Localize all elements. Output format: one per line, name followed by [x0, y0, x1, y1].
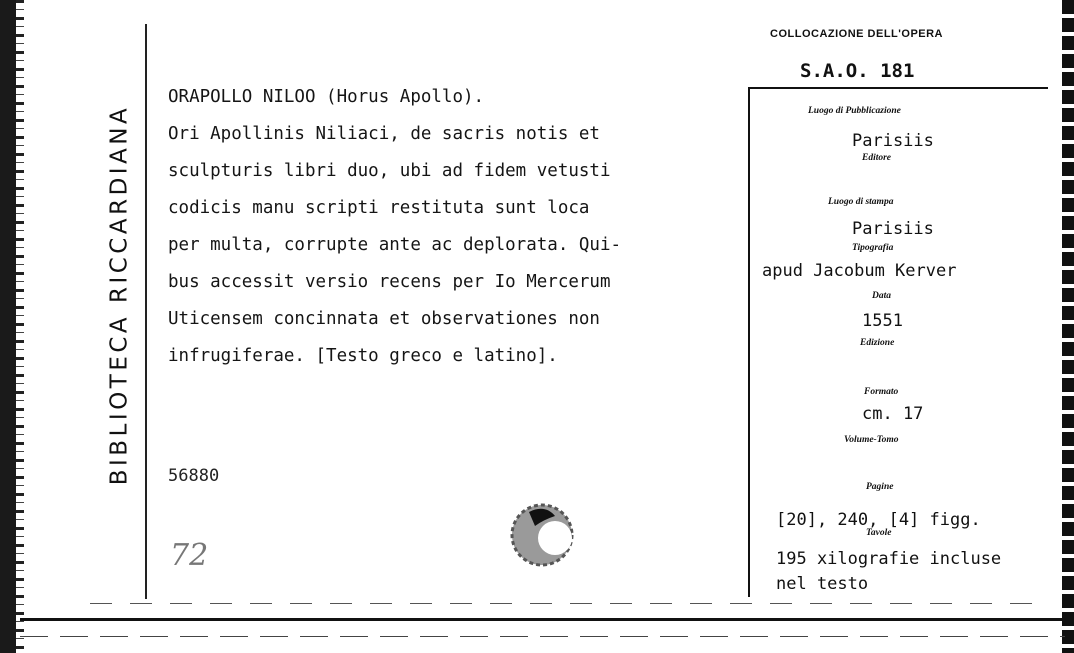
entry-line: infrugiferae. [Testo greco e latino].: [168, 346, 558, 366]
scan-left-edge: [0, 0, 16, 653]
library-name-vertical: [97, 60, 141, 530]
field-label-luogo-pubblicazione: Luogo di Pubblicazione: [808, 106, 901, 116]
field-value-formato: cm. 17: [862, 404, 924, 424]
entry-line: bus accessit versio recens per Io Mercerum: [168, 272, 611, 292]
library-stamp-icon: [507, 500, 577, 570]
card-bottom-dashed-rule: [20, 636, 1065, 637]
field-label-volume: Volume-Tomo: [844, 435, 899, 445]
handwritten-note: 72: [170, 538, 209, 573]
field-label-editore: Editore: [862, 153, 892, 163]
field-label-tavole: Tavole: [866, 528, 892, 538]
entry-line: Uticensem concinnata et observationes non: [168, 309, 600, 329]
field-value-data: 1551: [862, 311, 903, 331]
field-label-luogo-stampa: Luogo di stampa: [828, 197, 894, 207]
library-name: BIBLIOTECA RICCARDIANA: [106, 104, 132, 486]
entry-line: sculpturis libri duo, ubi ad fidem vetusti: [168, 161, 611, 181]
field-label-edizione: Edizione: [860, 338, 895, 348]
field-value-luogo-stampa: Parisiis: [852, 219, 934, 239]
field-value-note-line1: 195 xilografie incluse: [776, 549, 1002, 569]
card-dashed-rule: [90, 603, 1050, 604]
panel-left-rule: [748, 87, 750, 597]
card-left-rule: [145, 24, 147, 599]
field-label-tipografia: Tipografia: [852, 243, 894, 253]
collocazione-label: COLLOCAZIONE DELL'OPERA: [770, 28, 944, 40]
inventory-number: 56880: [168, 466, 220, 486]
entry-line: codicis manu scripti restituta sunt loca: [168, 198, 590, 218]
catalog-entry: [168, 79, 748, 375]
entry-line: ORAPOLLO NILOO (Horus Apollo).: [168, 87, 485, 107]
collocazione-value: S.A.O. 181: [800, 60, 915, 82]
field-value-pagine: [20], 240, [4] figg.: [776, 510, 981, 530]
entry-line: Ori Apollinis Niliaci, de sacris notis et: [168, 124, 600, 144]
entry-line: per multa, corrupte ante ac deplorata. Qui-: [168, 235, 622, 255]
field-label-pagine: Pagine: [866, 482, 894, 492]
field-label-formato: Formato: [864, 387, 899, 397]
field-value-tipografia: apud Jacobum Kerver: [762, 261, 957, 281]
field-value-note-line2: nel testo: [776, 574, 869, 594]
scan-right-edge: [1062, 0, 1074, 653]
card-bottom-rule: [20, 618, 1065, 621]
field-value-luogo-pubblicazione: Parisiis: [852, 131, 934, 151]
field-label-data: Data: [872, 291, 891, 301]
scan-left-speckle: [16, 0, 24, 653]
panel-top-rule: [748, 87, 1048, 89]
